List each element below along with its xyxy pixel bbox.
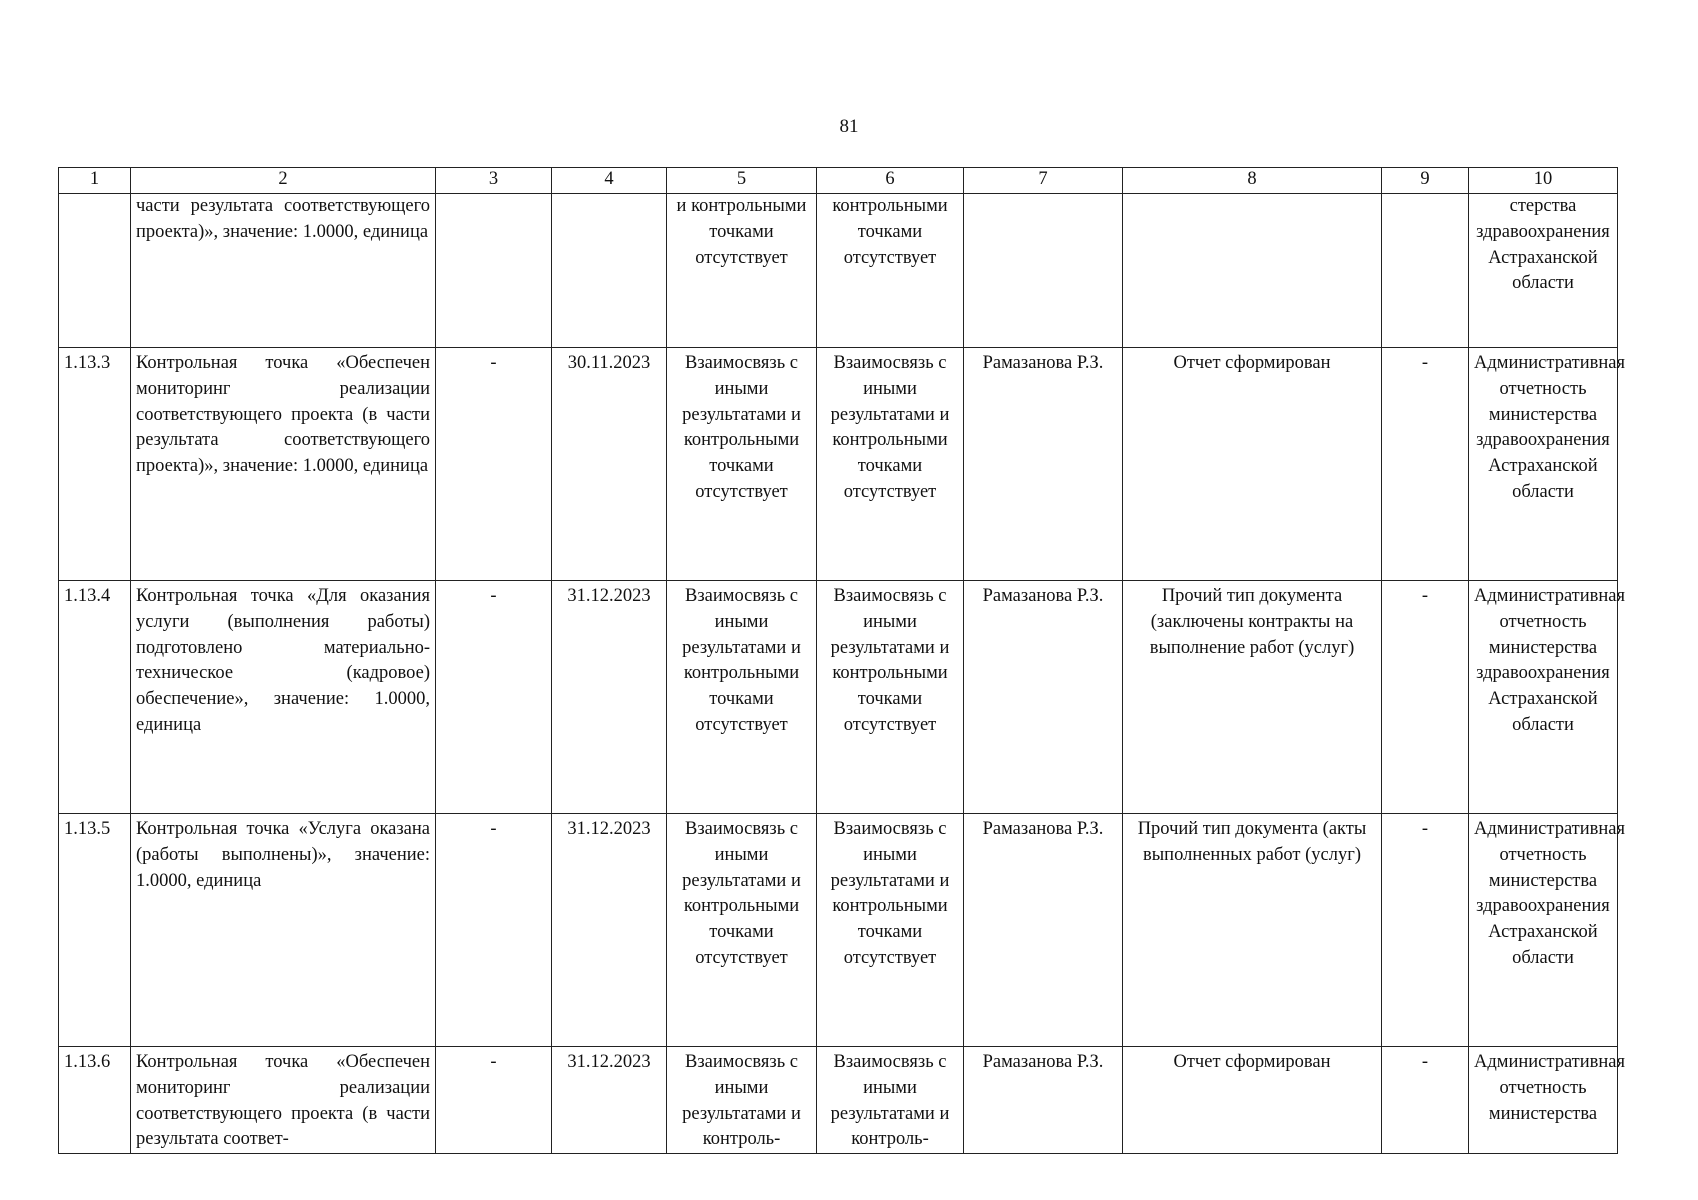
responsible-cell: Рамазанова Р.З. <box>964 814 1123 1047</box>
date-cell <box>552 194 667 348</box>
date-cell: 31.12.2023 <box>552 814 667 1047</box>
col3-cell <box>436 194 552 348</box>
relation-cell-5: Взаимосвязь с иными результатами и контроль- <box>667 1047 817 1154</box>
document-cell: Прочий тип документа (акты выполненных работ (услуг) <box>1123 814 1382 1047</box>
info-system-cell: Административная отчетность министерства здравоохранения Астраханской области <box>1469 348 1618 581</box>
date-cell: 30.11.2023 <box>552 348 667 581</box>
responsible-cell: Рамазанова Р.З. <box>964 1047 1123 1154</box>
responsible-cell: Рамазанова Р.З. <box>964 348 1123 581</box>
responsible-cell <box>964 194 1123 348</box>
col9-cell <box>1382 194 1469 348</box>
document-cell <box>1123 194 1382 348</box>
column-header: 8 <box>1123 168 1382 194</box>
document-cell: Прочий тип документа (заключены контракты на выполнение работ (услуг) <box>1123 581 1382 814</box>
column-header: 9 <box>1382 168 1469 194</box>
col3-cell: - <box>436 1047 552 1154</box>
description-cell: Контрольная точка «Для оказания услуги (выполнения работы) подготовлено материально-техническое (кадровое) обеспечение», значение: 1.0000, единица <box>131 581 436 814</box>
column-header: 7 <box>964 168 1123 194</box>
col3-cell: - <box>436 581 552 814</box>
relation-cell-6: Взаимосвязь с иными результатами и контроль- <box>817 1047 964 1154</box>
row-number-cell <box>59 194 131 348</box>
col9-cell: - <box>1382 814 1469 1047</box>
table-row <box>59 194 1618 348</box>
relation-cell-6: Взаимосвязь с иными результатами и контрольными точками отсутствует <box>817 348 964 581</box>
col9-cell: - <box>1382 1047 1469 1154</box>
date-cell: 31.12.2023 <box>552 581 667 814</box>
relation-cell-6: контрольными точками отсутствует <box>817 194 964 348</box>
relation-cell-5: Взаимосвязь с иными результатами и контрольными точками отсутствует <box>667 348 817 581</box>
document-cell: Отчет сформирован <box>1123 1047 1382 1154</box>
col3-cell: - <box>436 814 552 1047</box>
date-cell: 31.12.2023 <box>552 1047 667 1154</box>
relation-cell-6: Взаимосвязь с иными результатами и контрольными точками отсутствует <box>817 814 964 1047</box>
column-header: 5 <box>667 168 817 194</box>
column-header: 6 <box>817 168 964 194</box>
col3-cell: - <box>436 348 552 581</box>
responsible-cell: Рамазанова Р.З. <box>964 581 1123 814</box>
description-cell: части результата соответствующего проекта)», значение: 1.0000, единица <box>131 194 436 348</box>
control-points-table <box>58 167 1626 1154</box>
column-header: 1 <box>59 168 131 194</box>
relation-cell-6: Взаимосвязь с иными результатами и контрольными точками отсутствует <box>817 581 964 814</box>
description-cell: Контрольная точка «Обеспечен мониторинг реализации соответствующего проекта (в части результата соответствующего проекта)», значение: 1.0000, единица <box>131 348 436 581</box>
table-row <box>59 348 1618 581</box>
document-cell: Отчет сформирован <box>1123 348 1382 581</box>
row-number-cell: 1.13.5 <box>59 814 131 1047</box>
info-system-cell: Административная отчетность министерства здравоохранения Астраханской области <box>1469 814 1618 1047</box>
info-system-cell: стерства здравоохранения Астраханской области <box>1469 194 1618 348</box>
column-header: 2 <box>131 168 436 194</box>
column-header: 4 <box>552 168 667 194</box>
info-system-cell: Административная отчетность министерства здравоохранения Астраханской области <box>1469 581 1618 814</box>
column-number-row <box>59 168 1618 194</box>
relation-cell-5: Взаимосвязь с иными результатами и контрольными точками отсутствует <box>667 581 817 814</box>
page-number: 81 <box>839 116 859 137</box>
table-row <box>59 581 1618 814</box>
table-row <box>59 1047 1618 1154</box>
col9-cell: - <box>1382 581 1469 814</box>
relation-cell-5: Взаимосвязь с иными результатами и контрольными точками отсутствует <box>667 814 817 1047</box>
info-system-cell: Административная отчетность министерства <box>1469 1047 1618 1154</box>
column-header: 3 <box>436 168 552 194</box>
col9-cell: - <box>1382 348 1469 581</box>
row-number-cell: 1.13.3 <box>59 348 131 581</box>
table-row <box>59 814 1618 1047</box>
description-cell: Контрольная точка «Услуга оказана (работы выполнены)», значение: 1.0000, единица <box>131 814 436 1047</box>
column-header: 10 <box>1469 168 1618 194</box>
row-number-cell: 1.13.6 <box>59 1047 131 1154</box>
row-number-cell: 1.13.4 <box>59 581 131 814</box>
relation-cell-5: и контрольными точками отсутствует <box>667 194 817 348</box>
description-cell: Контрольная точка «Обеспечен мониторинг реализации соответствующего проекта (в части результата соответ- <box>131 1047 436 1154</box>
